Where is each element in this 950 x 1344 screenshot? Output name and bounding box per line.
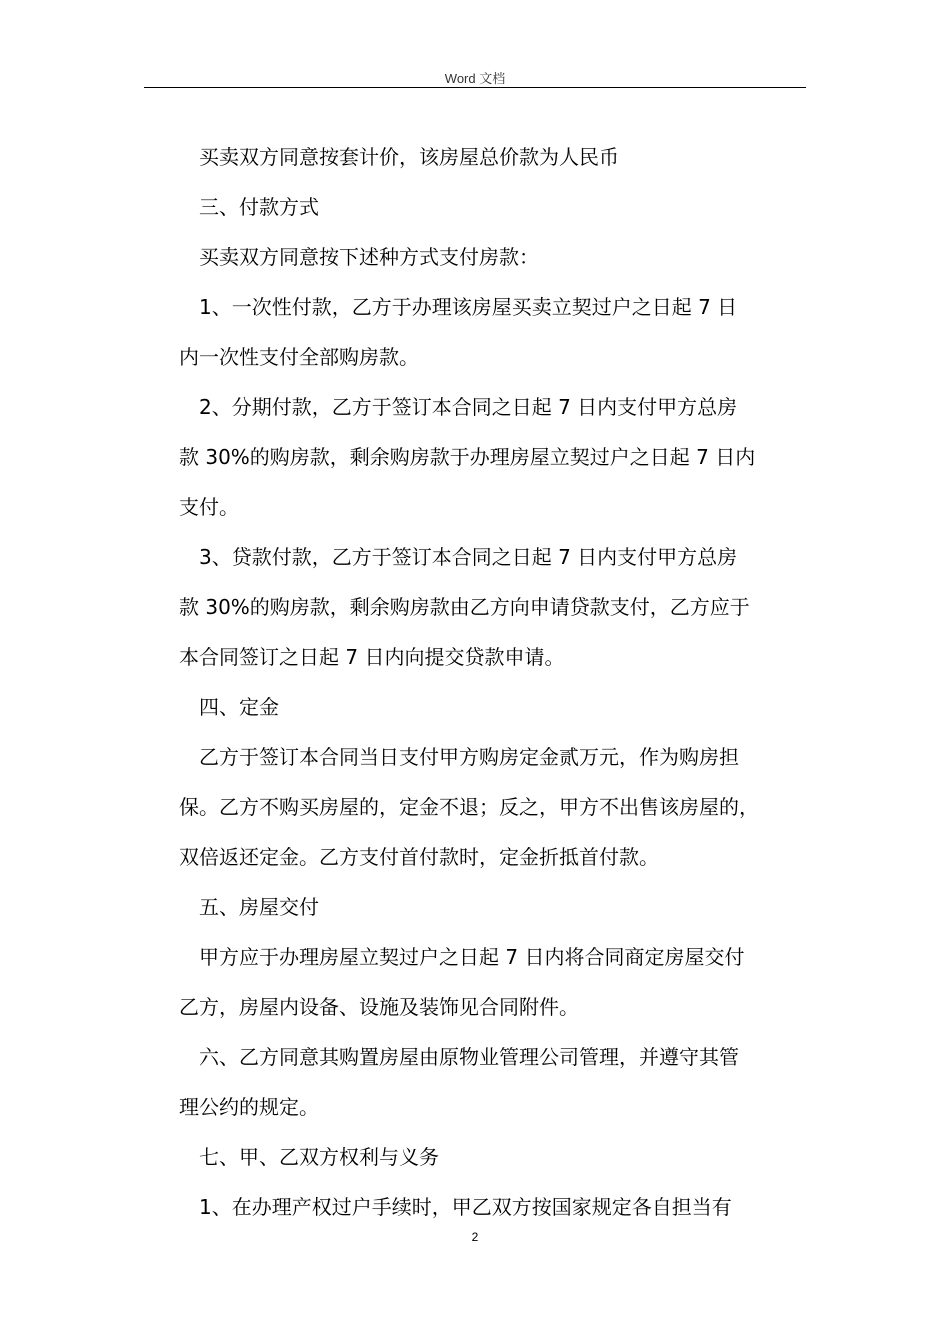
paragraph-line: 1、在办理产权过户手续时，甲乙双方按国家规定各自担当有 xyxy=(199,1195,732,1219)
section-heading: 四、定金 xyxy=(199,695,279,719)
header-divider xyxy=(144,87,806,88)
paragraph-line: 理公约的规定。 xyxy=(179,1095,319,1119)
paragraph-line: 3、贷款付款，乙方于签订本合同之日起 7 日内支付甲方总房 xyxy=(199,545,738,569)
section-heading: 三、付款方式 xyxy=(199,195,319,219)
paragraph-line: 1、一次性付款，乙方于办理该房屋买卖立契过户之日起 7 日 xyxy=(199,295,738,319)
paragraph-line: 保。乙方不购买房屋的，定金不退；反之，甲方不出售该房屋的， xyxy=(179,795,759,819)
paragraph-line: 款 30%的购房款，剩余购房款于办理房屋立契过户之日起 7 日内 xyxy=(179,445,756,469)
paragraph-line: 双倍返还定金。乙方支付首付款时，定金折抵首付款。 xyxy=(179,845,659,869)
paragraph-line: 支付。 xyxy=(179,495,239,519)
paragraph-line: 买卖双方同意按套计价，该房屋总价款为人民币 xyxy=(199,145,619,169)
document-body xyxy=(179,132,819,1232)
paragraph-line: 六、乙方同意其购置房屋由原物业管理公司管理，并遵守其管 xyxy=(199,1045,739,1069)
paragraph-line: 2、分期付款，乙方于签订本合同之日起 7 日内支付甲方总房 xyxy=(199,395,738,419)
paragraph-line: 甲方应于办理房屋立契过户之日起 7 日内将合同商定房屋交付 xyxy=(199,945,745,969)
page-number: 2 xyxy=(471,1230,479,1244)
paragraph-line: 乙方，房屋内设备、设施及装饰见合同附件。 xyxy=(179,995,579,1019)
paragraph-line: 买卖双方同意按下述种方式支付房款： xyxy=(199,245,539,269)
paragraph-line: 乙方于签订本合同当日支付甲方购房定金贰万元，作为购房担 xyxy=(199,745,739,769)
paragraph-line: 款 30%的购房款，剩余购房款由乙方向申请贷款支付，乙方应于 xyxy=(179,595,750,619)
section-heading: 七、甲、乙双方权利与义务 xyxy=(199,1145,439,1169)
section-heading: 五、房屋交付 xyxy=(199,895,319,919)
document-header: Word 文档 xyxy=(444,71,506,86)
paragraph-line: 本合同签订之日起 7 日内向提交贷款申请。 xyxy=(179,645,565,669)
paragraph-line: 内一次性支付全部购房款。 xyxy=(179,345,419,369)
